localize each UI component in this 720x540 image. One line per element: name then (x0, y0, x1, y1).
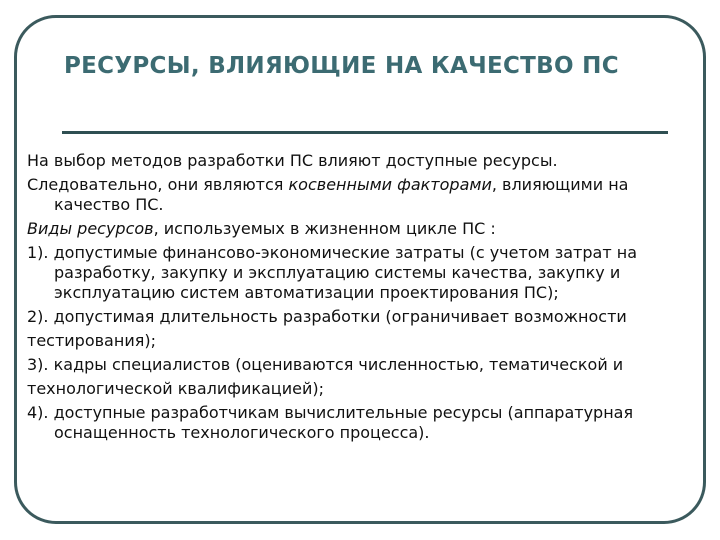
paragraph-text: тестирования); (27, 331, 156, 350)
paragraph-text: 4). доступные разработчикам вычислительные ресурсы (аппаратурная оснащенность технологического процесса). (27, 403, 634, 442)
paragraph-7 (27, 355, 687, 375)
paragraph-5 (27, 307, 687, 327)
paragraph-text: На выбор методов разработки ПС влияют доступные ресурсы. (27, 151, 558, 170)
paragraph-text: 2). допустимая длительность разработки (ограничивает возможности (27, 307, 627, 326)
paragraph-8 (27, 379, 687, 399)
paragraph-text-tail: , используемых в жизненном цикле ПС : (153, 219, 496, 238)
paragraph-2 (27, 175, 687, 215)
paragraph-6 (27, 331, 687, 351)
title-divider (62, 131, 668, 134)
paragraph-text-tail: , влияющими на качество ПС. (54, 175, 629, 214)
paragraph-1 (27, 151, 687, 171)
paragraph-text: 3). кадры специалистов (оцениваются численностью, тематической и (27, 355, 624, 374)
paragraph-emphasis: Виды ресурсов (27, 219, 154, 238)
slide-title: РЕСУРСЫ, ВЛИЯЮЩИЕ НА КАЧЕСТВО ПС (64, 53, 619, 79)
paragraph-text: технологической квалификацией); (27, 379, 324, 398)
paragraph-emphasis: косвенными факторами (288, 175, 492, 194)
paragraph-4 (27, 243, 687, 303)
slide-body (27, 151, 687, 447)
paragraph-text: Следовательно, они являются (27, 175, 289, 194)
paragraph-3 (27, 219, 687, 239)
paragraph-text: 1). допустимые финансово-экономические затраты (с учетом затрат на разработку, закупку и эксплуатацию системы качества, закупку и эксплуатацию систем автоматизации проектирования ПС); (27, 243, 637, 302)
paragraph-9 (27, 403, 687, 443)
